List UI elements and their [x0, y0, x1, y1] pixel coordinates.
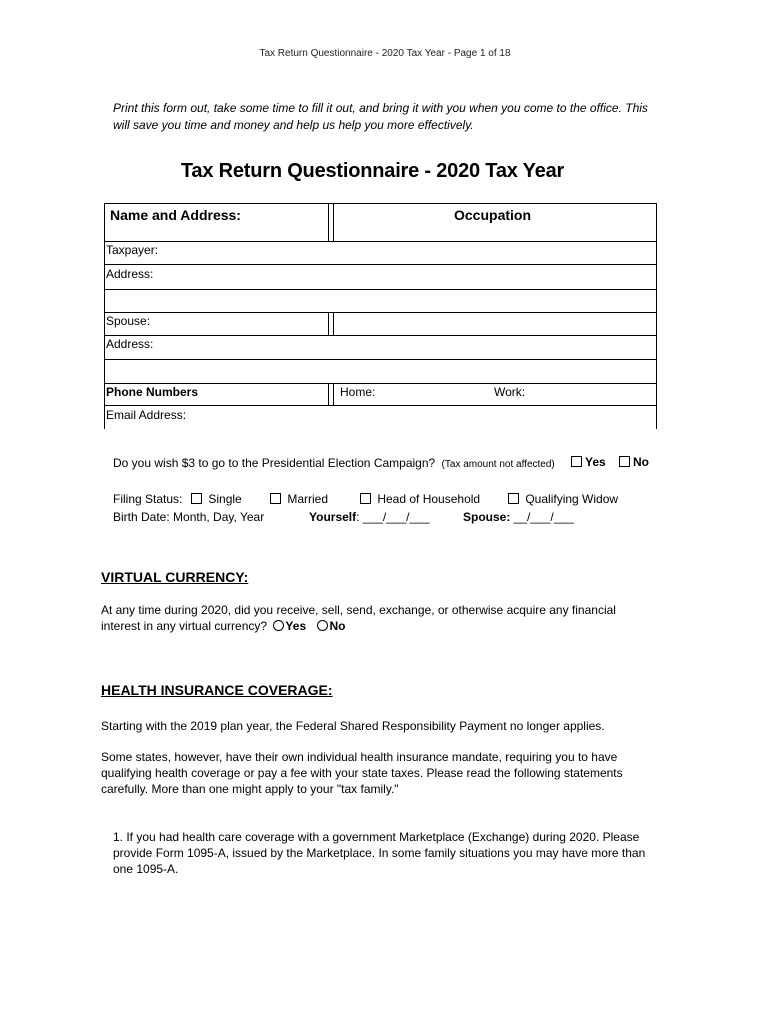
spouse-label: Spouse:: [106, 314, 151, 328]
checkbox-icon[interactable]: [191, 493, 202, 504]
spouse-occupation-field[interactable]: [336, 314, 654, 333]
virtual-yes-label: Yes: [285, 619, 307, 633]
filing-option-label: Married: [287, 492, 329, 506]
virtual-currency-question: [101, 602, 641, 634]
filing-option-qualifying-widow[interactable]: [508, 492, 618, 506]
campaign-yes-label: Yes: [585, 455, 606, 469]
info-table: [104, 203, 657, 429]
birth-spouse[interactable]: [463, 510, 574, 524]
spouse-address-label: Address:: [106, 337, 154, 351]
birth-yourself-blank[interactable]: : ___/___/___: [356, 510, 430, 524]
taxpayer-address-label: Address:: [106, 267, 154, 281]
home-phone-field[interactable]: [379, 385, 489, 403]
running-header: Tax Return Questionnaire - 2020 Tax Year - Page 1 of 18: [259, 48, 511, 59]
spouse-address-line2-field[interactable]: [106, 361, 654, 381]
taxpayer-label: Taxpayer:: [106, 243, 159, 257]
filing-option-label: Single: [208, 492, 242, 506]
filing-option-label: Head of Household: [377, 492, 481, 506]
filing-status-label: Filing Status:: [113, 492, 183, 506]
name-address-header: Name and Address:: [110, 207, 241, 223]
virtual-currency-question-text: At any time during 2020, did you receive, sell, send, exchange, or otherwise acquire any financial interest in any virtual currency?: [101, 603, 616, 633]
campaign-no-option[interactable]: [619, 455, 649, 469]
home-phone-label: Home:: [340, 385, 376, 399]
campaign-yes-option[interactable]: [571, 455, 606, 469]
work-phone-field[interactable]: [532, 385, 652, 403]
taxpayer-address-field[interactable]: [159, 267, 654, 287]
page-title: Tax Return Questionnaire - 2020 Tax Year: [180, 160, 565, 182]
checkbox-icon[interactable]: [360, 493, 371, 504]
birth-spouse-label: Spouse:: [463, 510, 511, 524]
birth-yourself[interactable]: [309, 510, 430, 524]
virtual-no-label: No: [329, 619, 346, 633]
campaign-question: [113, 456, 555, 470]
checkbox-icon[interactable]: [571, 456, 582, 467]
spouse-address-field[interactable]: [159, 337, 654, 357]
work-phone-label: Work:: [494, 385, 526, 399]
virtual-currency-heading: VIRTUAL CURRENCY:: [101, 569, 249, 585]
filing-option-married[interactable]: [270, 492, 328, 506]
radio-icon[interactable]: [273, 620, 284, 631]
virtual-no-option[interactable]: [317, 619, 345, 633]
campaign-note: (Tax amount not affected): [441, 459, 555, 470]
filing-option-single[interactable]: [191, 492, 242, 506]
birth-spouse-blank[interactable]: __/___/___: [510, 510, 574, 524]
intro-text: Print this form out, take some time to fill it out, and bring it with you when you come to the office. This will save you time and money and help us help you more effectively.: [113, 101, 648, 132]
checkbox-icon[interactable]: [270, 493, 281, 504]
health-para-2: Some states, however, have their own individual health insurance mandate, requiring you to have qualifying health coverage or pay a fee with your state taxes. Please read the following statements carefully. More than one might apply to your "tax family.": [101, 750, 623, 796]
taxpayer-address-line2-field[interactable]: [106, 291, 654, 310]
radio-icon[interactable]: [317, 620, 328, 631]
filing-option-label: Qualifying Widow: [525, 492, 619, 506]
checkbox-icon[interactable]: [508, 493, 519, 504]
campaign-question-text: Do you wish $3 to go to the Presidential Election Campaign?: [113, 456, 436, 470]
health-para-1: Starting with the 2019 plan year, the Federal Shared Responsibility Payment no longer applies.: [101, 719, 605, 733]
birth-yourself-label: Yourself: [309, 510, 357, 524]
email-field[interactable]: [194, 408, 654, 426]
campaign-no-label: No: [633, 455, 649, 469]
email-label: Email Address:: [106, 408, 187, 422]
taxpayer-name-field[interactable]: [164, 243, 324, 262]
virtual-yes-option[interactable]: [273, 619, 306, 633]
occupation-header: Occupation: [454, 207, 532, 223]
health-insurance-heading: HEALTH INSURANCE COVERAGE:: [101, 682, 333, 698]
checkbox-icon[interactable]: [619, 456, 630, 467]
filing-option-head-of-household[interactable]: [360, 492, 480, 506]
spouse-name-field[interactable]: [159, 314, 324, 333]
health-item-1: 1. If you had health care coverage with a government Marketplace (Exchange) during 2020. Please provide Form 1095-A, issued by the Marketplace. In some family situations you may have more than one 1095-A.: [113, 830, 646, 876]
phone-numbers-label: Phone Numbers: [106, 385, 199, 399]
birth-date-label: Birth Date: Month, Day, Year: [113, 510, 265, 524]
taxpayer-occupation-field[interactable]: [336, 243, 654, 262]
